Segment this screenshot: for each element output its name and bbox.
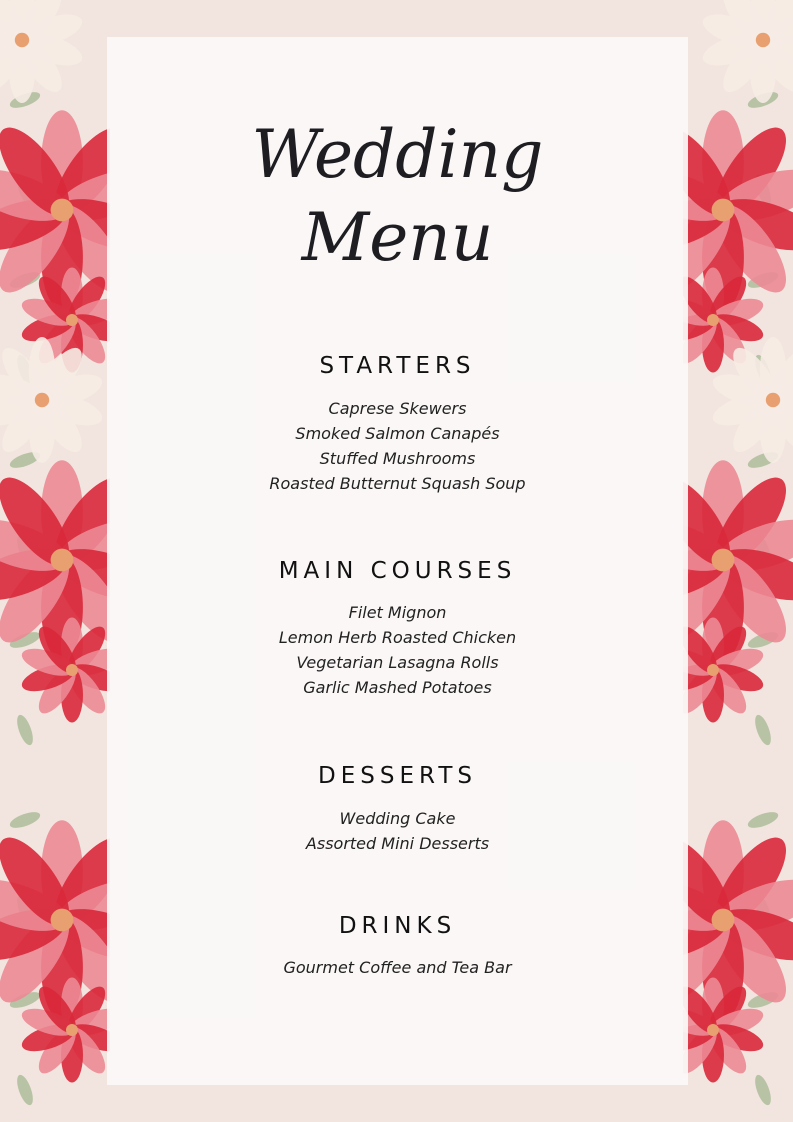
floral-illustration	[683, 0, 793, 1122]
flower-icon	[699, 0, 793, 103]
leaf-icon	[752, 713, 774, 747]
flower-icon	[0, 0, 86, 103]
leaf-icon	[8, 809, 42, 831]
section-heading-main-courses: MAIN COURSES	[278, 558, 517, 584]
menu-item: Stuffed Mushrooms	[319, 449, 476, 468]
floral-border-right	[683, 0, 793, 1122]
menu-item: Lemon Herb Roasted Chicken	[278, 628, 517, 647]
main-courses-list	[107, 600, 688, 700]
section-heading-starters: STARTERS	[319, 353, 476, 379]
floral-illustration	[0, 0, 110, 1122]
menu-item: Wedding Cake	[339, 809, 456, 828]
title-wedding: Wedding	[251, 116, 544, 193]
leaf-icon	[752, 1073, 774, 1107]
starters-list	[107, 396, 688, 496]
menu-item: Caprese Skewers	[328, 399, 467, 418]
title-menu: Menu	[301, 199, 494, 276]
menu-item: Assorted Mini Desserts	[305, 834, 490, 853]
leaf-icon	[746, 809, 780, 831]
section-heading-desserts: DESSERTS	[318, 763, 477, 789]
menu-item: Smoked Salmon Canapés	[295, 424, 500, 443]
desserts-list	[107, 806, 688, 856]
menu-item: Filet Mignon	[348, 603, 447, 622]
menu-item: Roasted Butternut Squash Soup	[269, 474, 526, 493]
section-heading-drinks: DRINKS	[338, 913, 457, 939]
floral-border-left	[0, 0, 110, 1122]
leaf-icon	[14, 1073, 36, 1107]
menu-item: Garlic Mashed Potatoes	[303, 678, 492, 697]
drinks-list	[107, 955, 688, 980]
leaf-icon	[14, 713, 36, 747]
menu-item: Gourmet Coffee and Tea Bar	[283, 958, 512, 977]
menu-item: Vegetarian Lasagna Rolls	[296, 653, 499, 672]
